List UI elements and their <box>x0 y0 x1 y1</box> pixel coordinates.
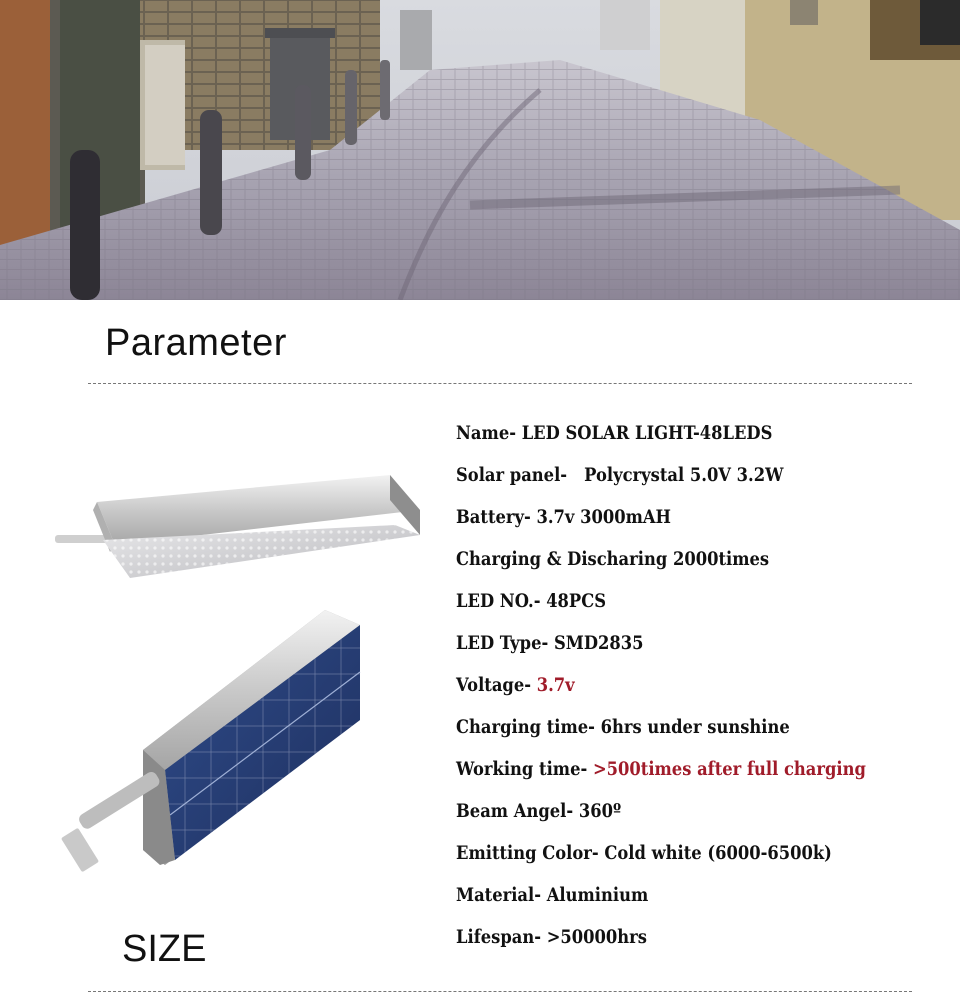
spec-label: Charging & Discharing <box>456 548 668 570</box>
spec-solar-panel <box>456 457 877 499</box>
spec-charging-discharging <box>456 541 877 583</box>
spec-label: Emitting Color- <box>456 842 599 864</box>
spec-label: LED NO.- <box>456 590 541 612</box>
spec-value: SMD2835 <box>553 632 644 654</box>
spec-list <box>456 415 946 961</box>
street-hero-image <box>0 0 960 300</box>
street-photo <box>0 0 960 300</box>
spec-value: 6hrs under sunshine <box>600 716 790 738</box>
spec-label: Charging time- <box>456 716 595 738</box>
light-underside-view <box>55 475 420 578</box>
spec-label: Working time- <box>456 758 588 780</box>
spec-value: Polycrystal 5.0V 3.2W <box>584 464 784 486</box>
spec-label: LED Type- <box>456 632 549 654</box>
spec-led-type <box>456 625 877 667</box>
spec-lifespan <box>456 919 877 961</box>
product-images <box>55 440 435 900</box>
spec-value: Cold white (6000-6500k) <box>604 842 832 864</box>
spec-value: LED SOLAR LIGHT-48LEDS <box>521 422 773 444</box>
size-heading: SIZE <box>122 928 207 970</box>
spec-value: 3.7v 3000mAH <box>536 506 671 528</box>
spec-value-highlight: 3.7v <box>536 674 575 696</box>
bottom-divider <box>88 991 912 992</box>
spec-value: Aluminium <box>546 884 649 906</box>
spec-beam-angle <box>456 793 877 835</box>
light-solar-panel-view <box>61 610 360 872</box>
spec-label: Lifespan- <box>456 926 542 948</box>
spec-label: Battery- <box>456 506 531 528</box>
spec-battery <box>456 499 877 541</box>
spec-working-time <box>456 751 877 793</box>
top-divider <box>88 383 912 384</box>
spec-emitting-color <box>456 835 877 877</box>
spec-name <box>456 415 877 457</box>
spec-value-highlight: >500times after full charging <box>592 758 866 780</box>
spec-label: Material- <box>456 884 542 906</box>
spec-material <box>456 877 877 919</box>
spec-value: >50000hrs <box>546 926 647 948</box>
spec-value: 360º <box>578 800 622 822</box>
section-title: Parameter <box>105 322 287 364</box>
spec-value: 48PCS <box>546 590 607 612</box>
spec-label: Name- <box>456 422 516 444</box>
spec-label: Voltage- <box>456 674 532 696</box>
spec-value: 2000times <box>672 548 770 570</box>
spec-charging-time <box>456 709 877 751</box>
spec-label: Solar panel- <box>456 464 568 486</box>
spec-led-number <box>456 583 877 625</box>
spec-voltage <box>456 667 877 709</box>
solar-light-illustration <box>55 440 435 900</box>
spec-label: Beam Angel- <box>456 800 574 822</box>
